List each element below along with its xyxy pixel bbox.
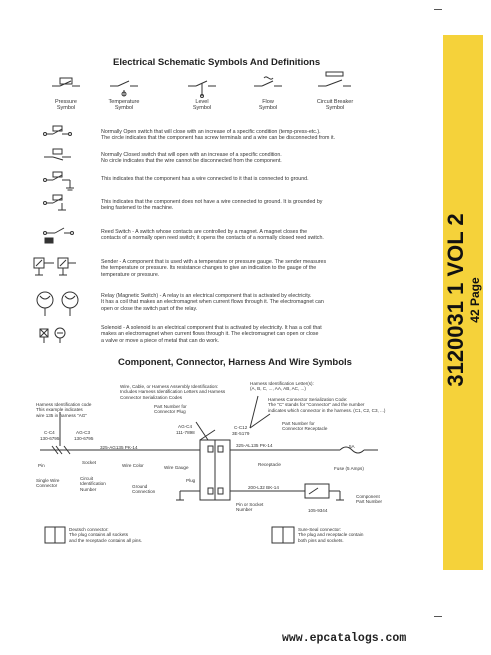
wire-gauge-label: Wire Gauge	[164, 465, 189, 470]
socket-label: Socket	[82, 460, 97, 465]
pressure-symbol-label: Pressure Symbol	[54, 99, 77, 112]
wire-label-left: 325-AG135 PK-14	[100, 445, 138, 450]
deutsch-connector-label: Deutsch connector: The plug contains all sockets and the receptacle contains all pins.	[69, 527, 143, 543]
definition-wired-ground: This indicates that the component has a wire connected to it that is connected to ground.	[101, 176, 309, 182]
ag-c4-label: AG-C4	[178, 424, 193, 429]
definition-solenoid: Solenoid - A solenoid is an electrical component that is activated by electricity. It has a coil that makes an electromagnet when current flows through it. The electromagnet can open or close a valve or move a piece of metal that can do work.	[101, 325, 322, 344]
temperature-symbol-label: Temperature Symbol	[108, 99, 140, 112]
ag-c4-number: 111-7898	[176, 430, 195, 435]
definition-relay: Relay (Magnetic Switch) - A relay is an electrical component that is activated by electricity. It has a coil that makes an electromagnet when current flows through it. The electromagnet can open or close the switch part of the relay.	[101, 293, 324, 312]
definition-reed-switch: Reed Switch - A switch whose contacts are controlled by a magnet. A magnet closes the contacts of a normally open reed switch; it opens the contacts of a normally closed reed switch.	[101, 229, 324, 242]
plug-label: Plug	[186, 478, 196, 483]
wire-color-label: Wire Color	[122, 463, 144, 468]
part-number-receptacle-label: Part Number for Connector Receptacle	[282, 421, 328, 432]
definition-normally-closed: Normally Closed switch that will open with an increase of a specific condition. No circle indicates that the wire cannot be disconnected from the component.	[101, 152, 282, 165]
level-symbol-label: Level Symbol	[192, 99, 212, 112]
definition-chassis-ground: This indicates that the component does not have a wire connected to ground. It is grounded by being fastened to the machine.	[101, 199, 323, 212]
pin-or-socket-label: Pin or Socket Number	[236, 502, 264, 513]
flow-symbol-label: Flow Symbol	[258, 99, 278, 112]
definition-sender: Sender - A component that is used with a temperature or pressure gauge. The sender measures the temperature or pressure. Its resistance changes to give an indication to the gauge of the temperature or pressure.	[101, 259, 327, 278]
pin-label: Pin	[38, 463, 45, 468]
ag-c3-label: AG-C3	[76, 430, 91, 435]
ag-c3-number: 130-6795	[74, 436, 94, 441]
c-c4-number: 130-6795	[40, 436, 60, 441]
harness-conn-serial-label: Harness Connector Serialization Code: The "C" stands for "Connector" and the number indicates which connector in the harness. (C1, C2, C3, ...)	[268, 397, 386, 413]
part-number-plug-label: Part Number for Connector Plug	[154, 404, 187, 415]
single-wire-connector-label: Single Wire Connector	[36, 478, 60, 489]
definition-normally-open: Normally Open switch that will close with an increase of a specific condition (temp-press-etc.). The circle indicates that the component has screw terminals and a wire can be disconnected from it.	[101, 129, 336, 142]
wire-label-right-top: 325-AL135 PK-14	[236, 443, 273, 448]
harness-id-letters-label: Harness Identification Letter(s): (A, B, C, ..., AA, AB, AC, ...)	[250, 381, 314, 392]
harness-id-code-label: Harness Identification code This example indicates wire 135 in harness "AG"	[36, 402, 92, 418]
circuit-breaker-symbol-label: Circuit Breaker Symbol	[316, 99, 354, 112]
section-wire-symbols-title: Component, Connector, Harness And Wire Symbols	[118, 357, 352, 368]
wire-label-right-bottom: 200-L32 BK-14	[248, 485, 279, 490]
section-symbols-title: Electrical Schematic Symbols And Definitions	[113, 57, 321, 68]
fuse-amp-label: 5A	[349, 444, 355, 449]
c12-label: C-C12	[234, 425, 248, 430]
component-part-number-label: Component Part Number	[356, 494, 383, 505]
wire-cable-id-label: Wire, Cable, or Harness Assembly Identification: Includes Harness Identification Letters and Harness Connector Serialization Codes	[120, 384, 226, 400]
c-c4-label: C-C4	[44, 430, 55, 435]
component-number: 105-9344	[308, 508, 328, 513]
circuit-id-label: Circuit Identification Number	[80, 476, 106, 492]
side-tab-title: 3120031 1 VOL 2	[443, 213, 468, 387]
side-tab-subtitle: 42 Page	[468, 277, 482, 323]
receptacle-label: Receptacle	[258, 462, 281, 467]
ground-connection-label: Ground Connection	[132, 484, 156, 495]
fuse-label: Fuse (5 Amps)	[334, 466, 364, 471]
footer-url[interactable]: www.epcatalogs.com	[282, 632, 407, 645]
c12-number: 3E-5179	[232, 431, 250, 436]
sureseal-connector-label: Sure-Seal connector: The plug and receptacle contain both pins and sockets.	[298, 527, 364, 543]
